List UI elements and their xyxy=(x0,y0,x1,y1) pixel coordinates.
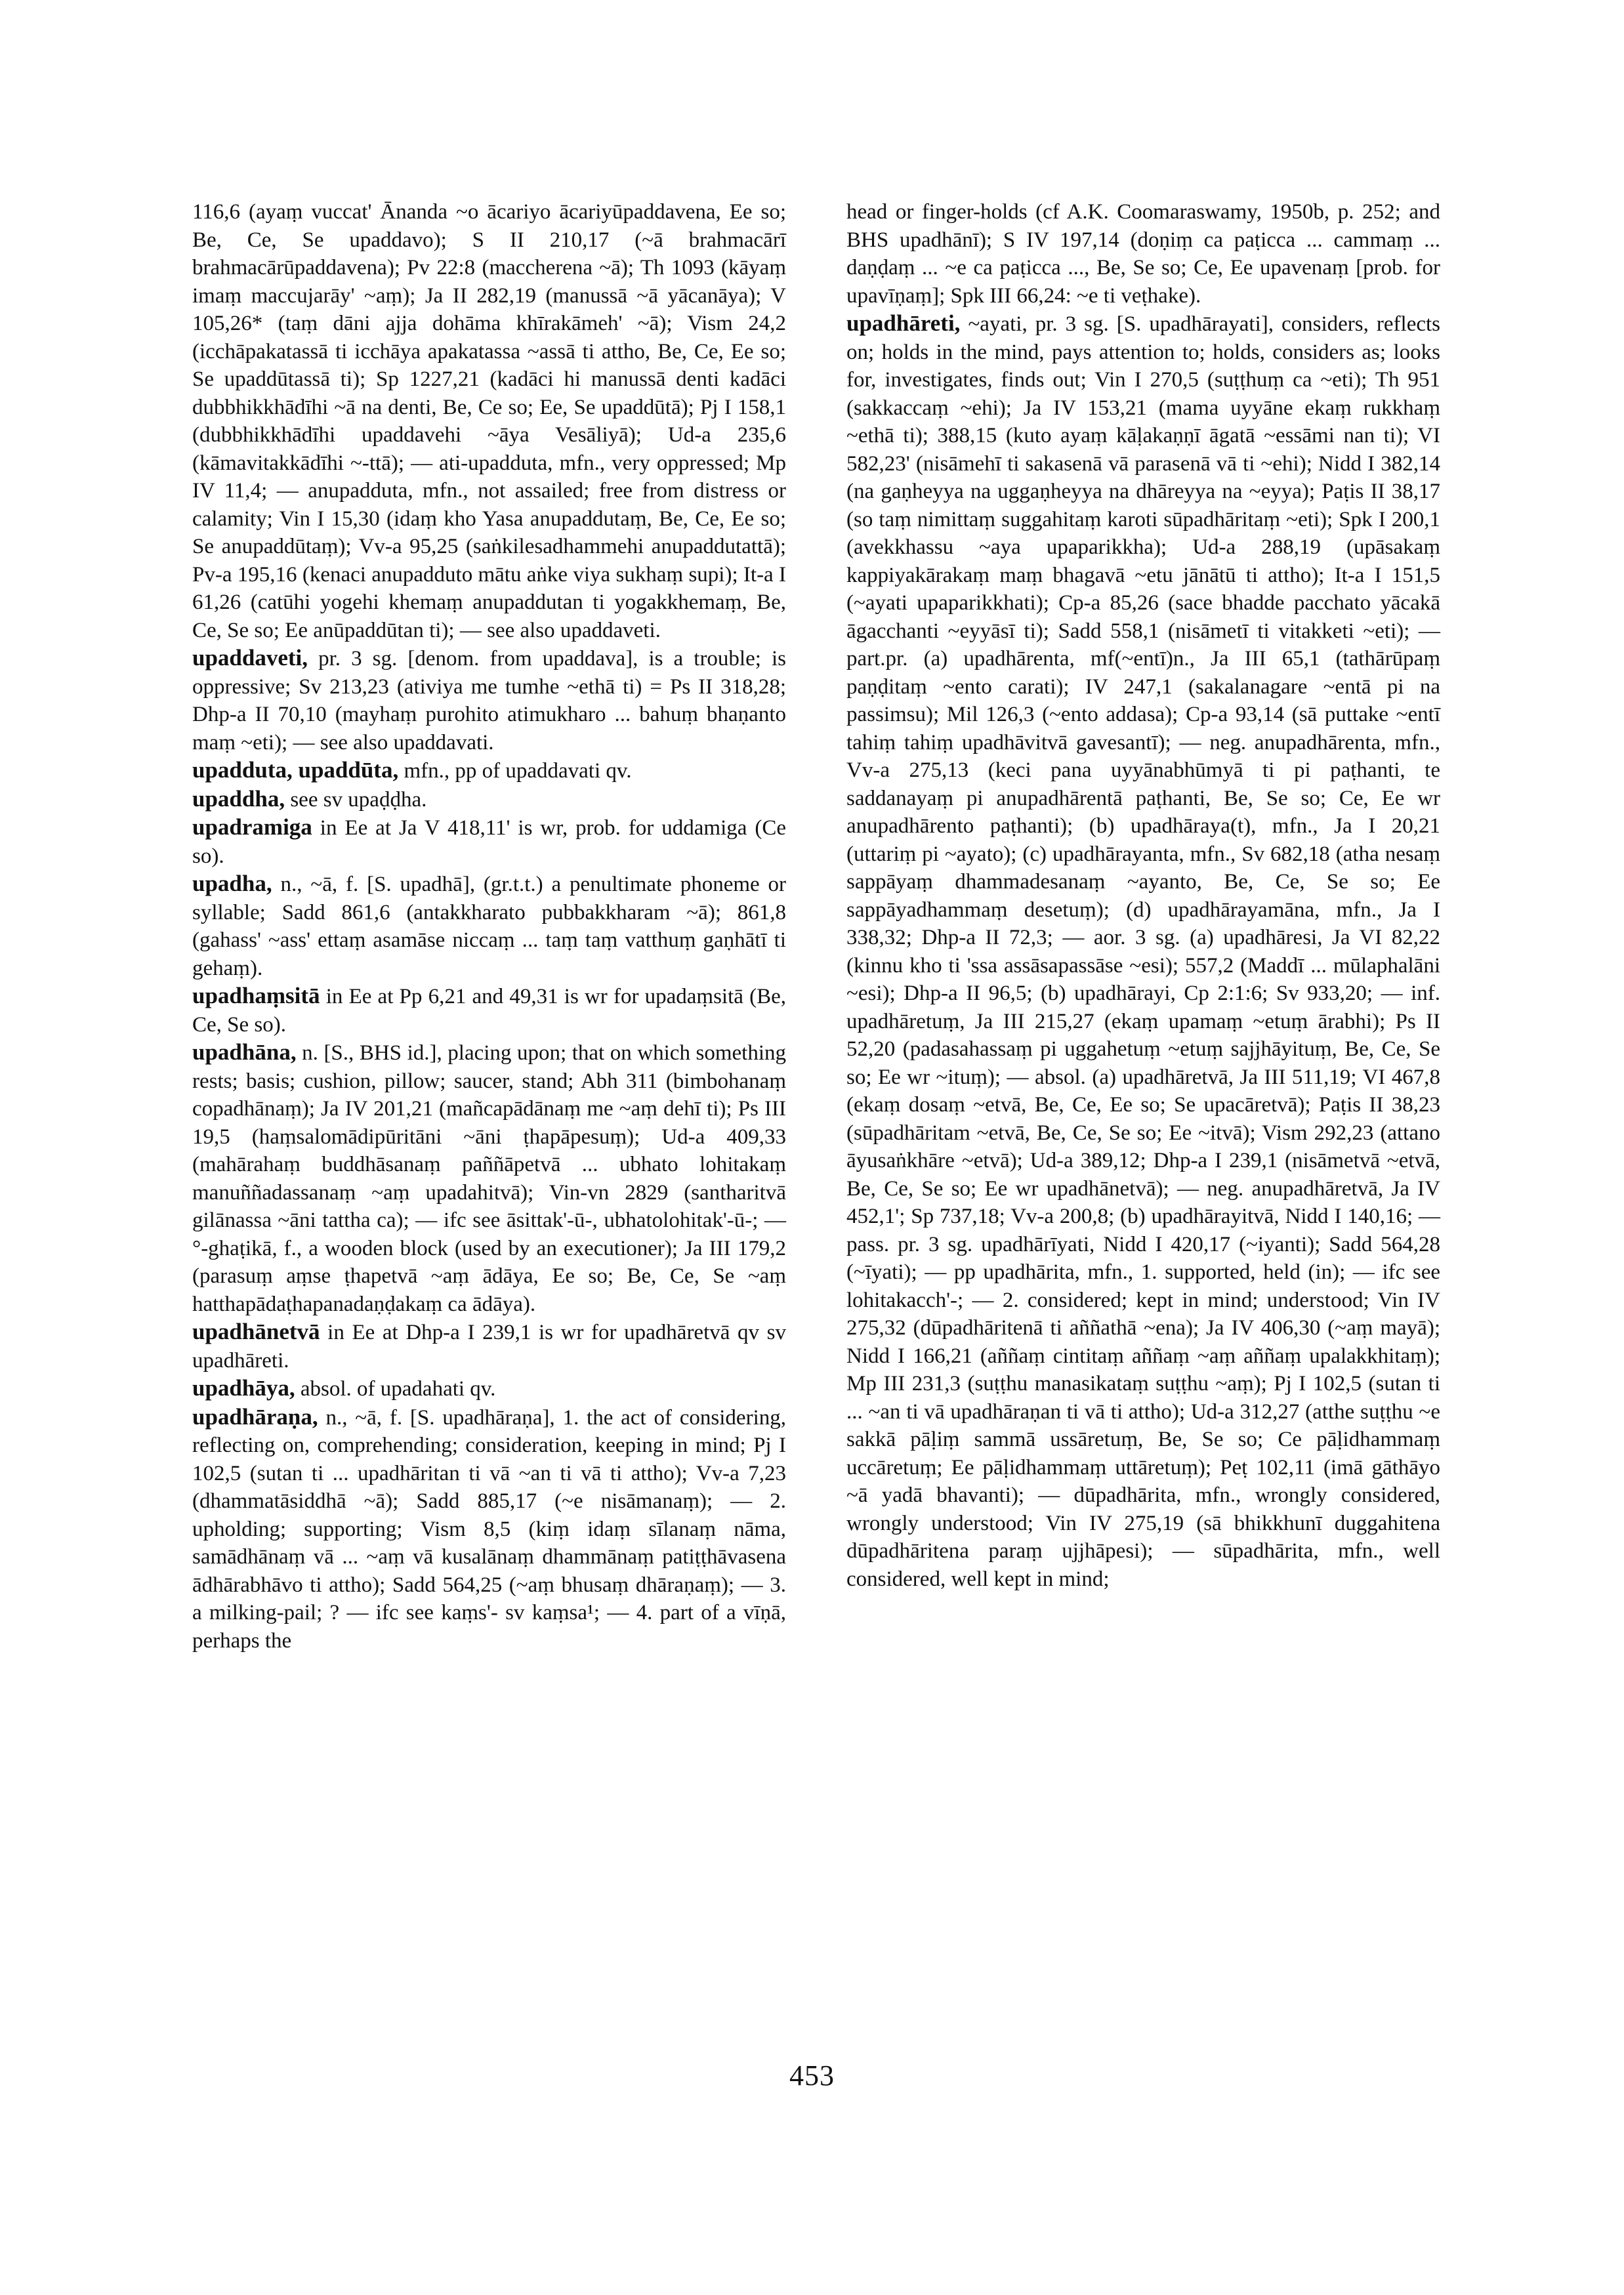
entry-text: 116,6 (ayaṃ vuccat' Ānanda ~o ācariyo ācariyūpaddavena, Ee so; Be, Ce, Se upaddavo); S II 210,17 (~ā brahmacārī brahmacārūpaddavena); Pv 22:8 (maccherena ~ā); Th 1093 (kāyaṃ imaṃ maccujarāy' ~aṃ); Ja II 282,19 (manussā ~ā yācanāya); V 105,26* (taṃ dāni ajja dohāma khīrakāmeh' ~ā); Vism 24,2 (icchāpakatassā ti icchāya apakatassa ~assā ti attho, Be, Ce, Ee so; Se upaddūtassā ti); Sp 1227,21 (kadāci hi manussā denti kadāci dubbhikkhādīhi ~ā na denti, Be, Ce so; Ee, Se upaddūtā); Pj I 158,1 (dubbhikkhādīhi upaddavehi ~āya Vesāliyā); Ud-a 235,6 (kāmavitakkādīhi ~-ttā); — ati-upadduta, mfn., very oppressed; Mp IV 11,4; — anupadduta, mfn., not assailed; free from distress or calamity; Vin I 15,30 (idaṃ kho Yasa anupaddutaṃ, Be, Ce, Ee so; Se anupaddūtaṃ); Vv-a 95,25 (saṅkilesadhammehi anupaddutattā); Pv-a 195,16 (kenaci anupadduto mātu aṅke viya sukhaṃ supi); It-a I 61,26 (catūhi yogehi khemaṃ anupaddutan ti yogakkhemaṃ, Be, Ce, Se so; Ee anūpaddūtan ti); — see also upaddaveti. xyxy=(192,200,786,642)
entry-text: in Ee at Ja V 418,11' is wr, prob. for uddamiga (Ce so). xyxy=(192,816,786,868)
page-number: 453 xyxy=(789,2059,835,2092)
entry-continuation xyxy=(192,198,786,644)
dictionary-entry xyxy=(192,814,786,870)
dictionary-entry xyxy=(192,644,786,756)
entry-text: n. [S., BHS id.], placing upon; that on which something rests; basis; cushion, pillow; saucer, stand; Abh 311 (bimbohanaṃ copadhānaṃ); Ja IV 201,21 (mañcapādānaṃ me ~aṃ dehī ti); Ps III 19,5 (haṃsalomādipūritāni ~āni ṭhapāpesuṃ); Ud-a 409,33 (mahārahaṃ buddhāsanaṃ paññāpetvā ... ubhato lohitakaṃ manuññadassanaṃ ~aṃ upadahitvā); Vin-vn 2829 (santharitvā gilānassa ~āni tattha ca); — ifc see āsittak'-ū-, ubhatolohitak'-ū-; — °-ghaṭikā, f., a wooden block (used by an executioner); Ja III 179,2 (parasuṃ aṃse ṭhapetvā ~aṃ ādāya, Ee so; Be, Ce, Se ~aṃ hatthapādaṭhapanadaṇḍakaṃ ca ādāya). xyxy=(192,1041,787,1316)
dictionary-entry xyxy=(192,982,786,1039)
headword: upadhāreti, xyxy=(846,310,961,336)
entry-text: see sv upaḍḍha. xyxy=(290,787,427,812)
headword: upadhānetvā xyxy=(192,1319,320,1344)
entry-text: in Ee at Pp 6,21 and 49,31 is wr for upadaṃsitā (Be, Ce, Se so). xyxy=(192,985,786,1037)
right-column xyxy=(846,198,1440,1593)
dictionary-entry xyxy=(192,1375,786,1403)
entry-text: in Ee at Dhp-a I 239,1 is wr for upadhāretvā qv sv upadhāreti. xyxy=(192,1321,786,1373)
entry-text: pr. 3 sg. [denom. from upaddava], is a trouble; is oppressive; Sv 213,23 (ativiya me tumhe ~ethā ti) = Ps II 318,28; Dhp-a II 70,10 (mayhaṃ purohito atimukharo ... bahuṃ bhaṇanto maṃ ~eti); — see also upaddavati. xyxy=(192,647,787,755)
entry-text: head or finger-holds (cf A.K. Coomaraswamy, 1950b, p. 252; and BHS upadhānī); S IV 197,14 (doṇiṃ ca paṭicca ... cammaṃ ... daṇḍaṃ ... ~e ca paṭicca ..., Be, Se so; Ce, Ee upavenaṃ [prob. for upavīṇaṃ]; Spk III 66,24: ~e ti veṭhake). xyxy=(846,200,1440,308)
dictionary-entry xyxy=(192,785,786,814)
entry-text: absol. of upadahati qv. xyxy=(300,1377,496,1401)
entry-continuation xyxy=(846,198,1440,310)
headword: upadhāna, xyxy=(192,1039,297,1065)
entry-text: ~ayati, pr. 3 sg. [S. upadhārayati], considers, reflects on; holds in the mind, pays attention to; holds, considers as; looks for, investigates, finds out; Vin I 270,5 (suṭṭhuṃ ca ~eti); Th 951 (sakkaccaṃ ~ehi); Ja IV 153,21 (mama uyyāne ekaṃ rukkhaṃ ~ethā ti); 388,15 (kuto ayaṃ kāḷakaṇṇī āgatā ~essāmi nan ti); VI 582,23' (nisāmehī ti sakasenā vā parasenā vā ti ~ehi); Nidd I 382,14 (na gaṇheyya na uggaṇheyya na dhāreyya na ~eyya); Paṭis II 38,17 (so taṃ nimittaṃ suggahitaṃ karoti sūpadhāritaṃ ~eti); Spk I 200,1 (avekkhassu ~aya upaparikkha); Ud-a 288,19 (upāsakaṃ kappiyakārakaṃ maṃ bhagavā ~etu jānātū ti attho); It-a I 151,5 (~ayati upaparikkhati); Cp-a 85,26 (sace bhadde pacchato yācakā āgacchanti ~eyyāsī ti); Sadd 558,1 (nisāmetī ti vitakketi ~eti); — part.pr. (a) upadhārenta, mf(~entī)n., Ja III 65,1 (tathārūpaṃ paṇḍitaṃ ~ento carati); IV 247,1 (sakalanagare ~entā pi na passimsu); Mil 126,3 (~ento addasa); Cp-a 93,14 (sā puttake ~entī tahiṃ tahiṃ upadhāvitvā gavesantī); — neg. anupadhārenta, mfn., Vv-a 275,13 (keci pana uyyānabhūmyā ti pi paṭhanti, te saddanayaṃ pi anupadhārentā paṭhanti, Be, Se so; Ce, Ee wr anupadhārento paṭhanti); (b) upadhāraya(t), mfn., Ja I 20,21 (uttariṃ pi ~ayato); (c) upadhārayanta, mfn., Sv 682,18 (atha nesaṃ sappāyaṃ dhammadesanaṃ ~ayanto, Be, Ce, Se so; Ee sappāyadhammaṃ desetuṃ); (d) upadhārayamāna, mfn., Ja I 338,32; Dhp-a II 72,3; — aor. 3 sg. (a) upadhāresi, Ja VI 82,22 (kinnu kho ti 'ssa assāsapassāse ~esi); 557,2 (Maddī ... mūlaphalāni ~esi); Dhp-a II 96,5; (b) upadhārayi, Cp 2:1:6; Sv 933,20; — inf. upadhāretuṃ, Ja III 215,27 (ekaṃ upamaṃ ~etuṃ ārabhi); Ps II 52,20 (padasahassaṃ pi uggahetuṃ ~etuṃ sajjhāyituṃ, Be, Ce, Se so; Ee wr ~ituṃ); — absol. (a) upadhāretvā, Ja III 511,19; VI 467,8 (ekaṃ dosaṃ ~etvā, Be, Ce, Ee so; Se upacāretvā); Paṭis II 38,23 (sūpadhāritam ~etvā, Be, Ce, Se so; Ee ~itvā); Vism 292,23 (attano āyusaṅkhāre ~etvā); Ud-a 389,12; Dhp-a I 239,1 (nisāmetvā ~etvā, Be, Ce, Se so; Ee wr upadhānetvā); — neg. anupadhāretvā, Ja IV 452,1'; Sp 737,18; Vv-a 200,8; (b) upadhārayitvā, Nidd I 140,16; — pass. pr. 3 sg. upadhārīyati, Nidd I 420,17 (~iyanti); Sadd 564,28 (~īyati); — pp upadhārita, mfn., 1. supported, held (in); — ifc see lohitakacch'-; — 2. considered; kept in mind; understood; Vin IV 275,32 (dūpadhāritenā ti aññathā ~ena); Ja IV 406,30 (~aṃ mayā); Nidd I 166,21 (aññaṃ cintitaṃ aññaṃ ~aṃ aññaṃ upalakkhitaṃ); Mp III 231,3 (suṭṭhu manasikataṃ suṭṭhu ~aṃ); Pj I 102,5 (sutan ti ... ~an ti vā upadhāraṇan ti vā ti attho); Ud-a 312,27 (atthe suṭṭhu ~e sakkā pāḷiṃ sammā ussāretuṃ, Be, Se so; Ce pāḷidhammaṃ uccāretuṃ; Ee pāḷidhammaṃ uttāretuṃ); Peṭ 102,11 (imā gāthāyo ~ā yadā bhavanti); — dūpadhārita, mfn., wrongly considered, wrongly understood; Vin IV 275,19 (sā bhikkhunī duggahitena dūpadhāritena paraṃ ujjhāpesi); — sūpadhārita, mfn., well considered, well kept in mind; xyxy=(846,312,1440,1591)
dictionary-entry xyxy=(192,1403,786,1655)
dictionary-entry xyxy=(846,310,1440,1593)
entry-text: mfn., pp of upaddavati qv. xyxy=(404,759,632,783)
headword: upadhāraṇa, xyxy=(192,1403,318,1430)
headword: upadhāya, xyxy=(192,1375,295,1401)
left-column xyxy=(192,198,786,1655)
headword: upadhaṃsitā xyxy=(192,983,320,1008)
headword: upadha, xyxy=(192,871,272,896)
headword: upaddha, xyxy=(192,785,285,812)
dictionary-entry xyxy=(192,1318,786,1375)
entry-text: n., ~ā, f. [S. upadhā], (gr.t.t.) a penultimate phoneme or syllable; Sadd 861,6 (antakkharato pubbakkharam ~ā); 861,8 (gahass' ~ass' ettaṃ asamāse niccaṃ ... taṃ taṃ vatthuṃ gaṇhātī ti gehaṃ). xyxy=(192,873,787,980)
dictionary-entry xyxy=(192,870,786,982)
headword: upaddaveti, xyxy=(192,645,308,671)
dictionary-entry xyxy=(192,756,786,785)
headword: upadramiga xyxy=(192,814,312,840)
dictionary-entry xyxy=(192,1039,786,1318)
headword: upadduta, upaddūta, xyxy=(192,757,399,783)
entry-text: n., ~ā, f. [S. upadhāraṇa], 1. the act of considering, reflecting on, comprehending; consideration, keeping in mind; Pj I 102,5 (sutan ti ... upadhāritan ti vā ~an ti vā ti attho); Vv-a 7,23 (dhammatāsiddhā ~ā); Sadd 885,17 (~e nisāmanaṃ); — 2. upholding; supporting; Vism 8,5 (kiṃ idaṃ sīlanaṃ nāma, samādhānaṃ vā ... ~aṃ vā kusalānaṃ dhammānaṃ patiṭṭhāvasena ādhārabhāvo ti attho); Sadd 564,25 (~aṃ bhusaṃ dhāraṇaṃ); — 3. a milking-pail; ? — ifc see kaṃs'- sv kaṃsa¹; — 4. part of a vīṇā, perhaps the xyxy=(192,1405,786,1653)
